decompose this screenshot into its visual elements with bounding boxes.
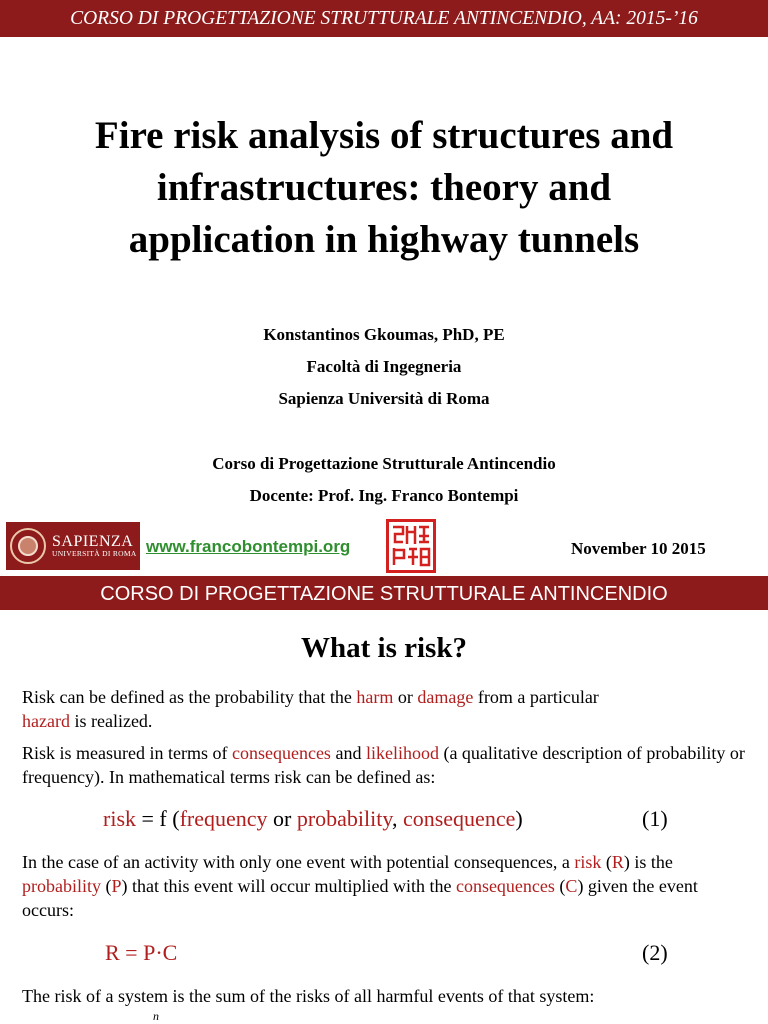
website-link[interactable]: www.francobontempi.org (146, 537, 351, 556)
equation-1: risk = f (frequency or probability, consequence) (103, 806, 523, 831)
faculty-name: Facoltà di Ingegneria (306, 357, 462, 376)
course-banner-2: CORSO DI PROGETTAZIONE STRUTTURALE ANTINCENDIO (0, 576, 768, 610)
author-name: Konstantinos Gkoumas, PhD, PE (263, 325, 505, 344)
logo-subtitle: UNIVERSITÀ DI ROMA (52, 549, 137, 559)
equation-2: R = P·C (105, 940, 178, 965)
sapienza-seal-icon (10, 528, 46, 564)
term-consequences: consequences (231, 743, 331, 763)
term-likelihood: likelihood (365, 743, 439, 763)
red-seal-stamp-icon (386, 519, 436, 573)
risk-definition-paragraph: Risk can be defined as the probability that the harm or damage from a particular hazard is realized. (22, 687, 599, 731)
university-name: Sapienza Università di Roma (278, 389, 490, 408)
slide-title (0, 110, 768, 266)
term-harm: harm (356, 687, 394, 707)
term-damage: damage (417, 687, 474, 707)
logo-name: SAPIENZA (52, 533, 134, 551)
title-line-3: application in highway tunnels (128, 218, 640, 261)
single-event-paragraph: In the case of an activity with only one event with potential consequences, a risk (R) is the probability (P) that this event will occur multiplied with the consequences (C) given the event occurs: (22, 852, 698, 920)
equation-1-number: (1) (642, 806, 668, 831)
term-hazard: hazard (22, 711, 70, 731)
course-banner: CORSO DI PROGETTAZIONE STRUTTURALE ANTINCENDIO, AA: 2015-’16 (0, 0, 768, 37)
presentation-date: November 10 2015 (571, 539, 706, 558)
title-line-2: infrastructures: theory and (156, 166, 612, 209)
title-line-1: Fire risk analysis of structures and (94, 114, 674, 157)
system-risk-paragraph: The risk of a system is the sum of the risks of all harmful events of that system: (22, 986, 595, 1006)
course-name: Corso di Progettazione Strutturale Antincendio (212, 454, 556, 473)
equation-2-number: (2) (642, 940, 668, 965)
slide-title-2: What is risk? (301, 632, 467, 664)
teacher-name: Docente: Prof. Ing. Franco Bontempi (249, 486, 519, 505)
risk-measurement-paragraph: Risk is measured in terms of consequences and likelihood (a qualitative description of probability or frequency). In mathematical terms risk can be defined as: (22, 743, 745, 787)
sapienza-logo (6, 522, 140, 570)
summation-index: n (153, 1009, 159, 1023)
